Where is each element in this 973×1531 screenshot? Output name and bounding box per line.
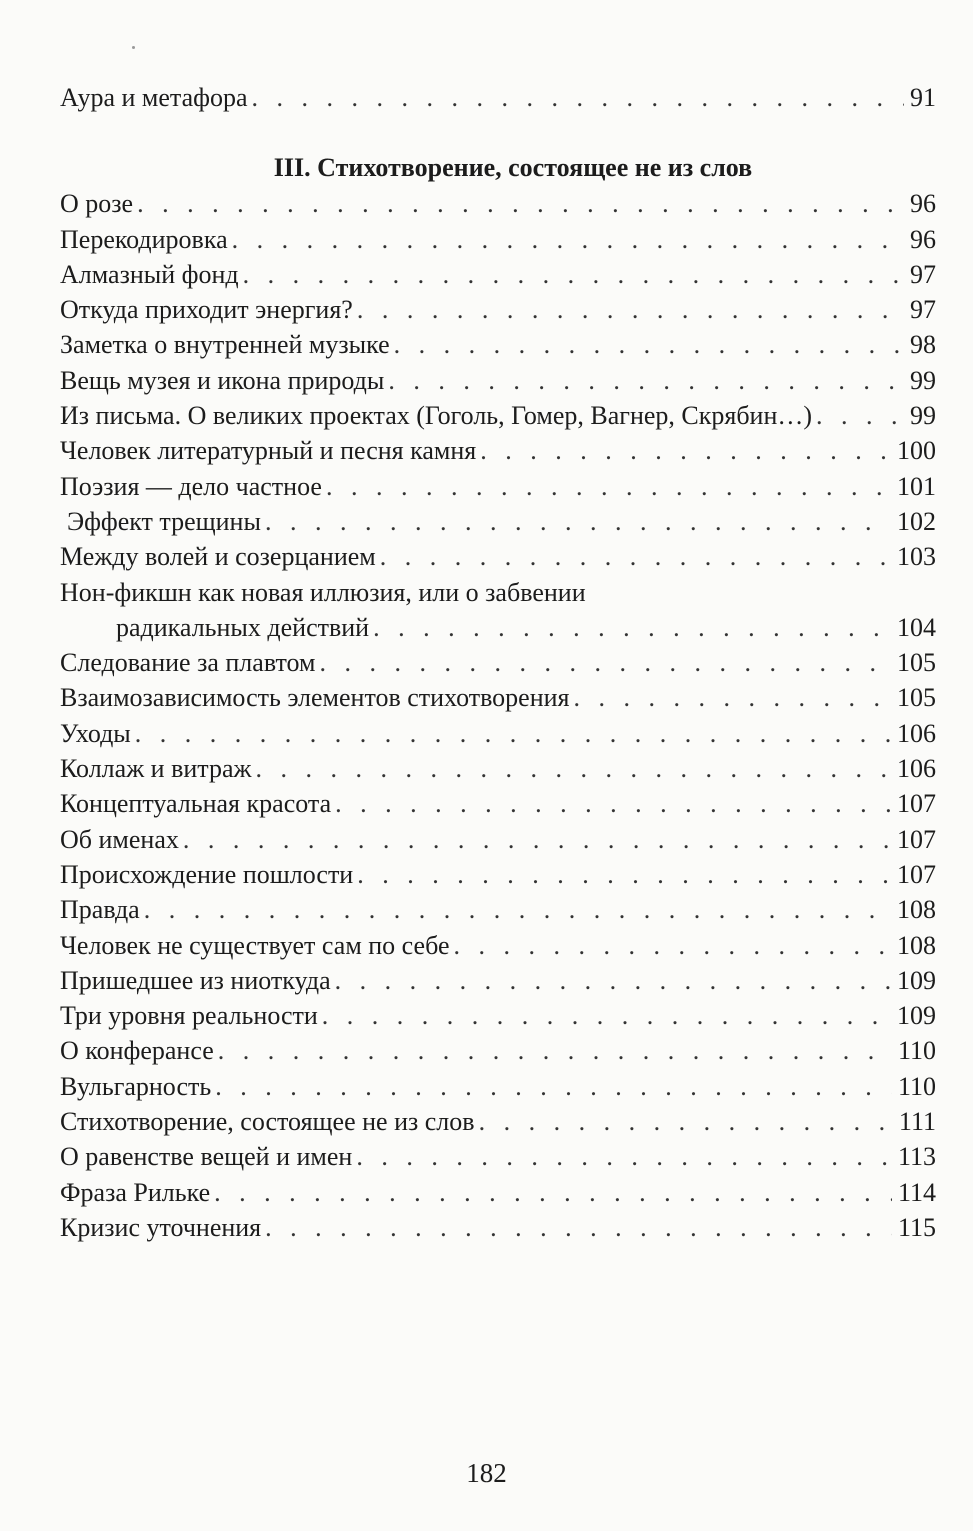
toc-entry-page: 98 xyxy=(910,330,936,360)
toc-entry-title: Следование за плавтом xyxy=(60,648,316,678)
toc-entry-title: Пришедшее из ниоткуда xyxy=(60,965,331,995)
toc-entry-page: 100 xyxy=(897,436,936,466)
toc-entry-title: Происхождение пошлости xyxy=(60,859,354,889)
toc-entry-page: 91 xyxy=(910,83,936,112)
toc-entry-page: 97 xyxy=(910,259,936,289)
dot-leader xyxy=(214,1175,892,1210)
page-number: 182 xyxy=(466,1458,507,1488)
toc-entry[interactable] xyxy=(60,504,936,539)
toc-entry-page: 114 xyxy=(897,1177,936,1207)
dot-leader xyxy=(144,892,891,927)
toc-entry[interactable] xyxy=(60,963,936,998)
dot-leader xyxy=(255,751,891,786)
toc-entry[interactable] xyxy=(60,1069,936,1104)
toc-entry-title: Вульгарность xyxy=(60,1071,212,1101)
toc-entry-title: Об именах xyxy=(60,824,179,854)
dot-leader xyxy=(326,469,891,504)
toc-entry-page: 105 xyxy=(897,683,936,713)
toc-entry[interactable] xyxy=(60,257,936,292)
toc-entry-page: 108 xyxy=(897,930,936,960)
toc-entry-page: 110 xyxy=(897,1036,936,1066)
dot-leader xyxy=(319,645,891,680)
dot-leader xyxy=(357,857,891,892)
dot-leader xyxy=(357,292,904,327)
toc-entry-page: 107 xyxy=(897,789,936,819)
toc-entry[interactable] xyxy=(60,292,936,327)
dot-leader xyxy=(335,786,891,821)
toc-entry-page: 107 xyxy=(897,824,936,854)
dot-leader xyxy=(215,1069,892,1104)
toc-entry-title: Фраза Рильке xyxy=(60,1177,211,1207)
dot-leader xyxy=(373,610,891,645)
toc-entry[interactable] xyxy=(60,680,936,715)
toc-entry[interactable] xyxy=(60,363,936,398)
dot-leader xyxy=(356,1139,892,1174)
toc-entry[interactable] xyxy=(60,1033,936,1068)
toc-entry-page: 108 xyxy=(897,895,936,925)
dot-leader xyxy=(335,963,891,998)
toc-entry[interactable] xyxy=(60,645,936,680)
toc-entry-title: Стихотворение, состоящее не из слов xyxy=(60,1107,475,1137)
toc-entry[interactable] xyxy=(60,928,936,963)
dot-leader xyxy=(232,222,904,257)
toc-entry-title: Аура и метафора xyxy=(60,83,248,112)
dot-leader xyxy=(183,822,891,857)
toc-entry[interactable] xyxy=(60,892,936,927)
toc-entry-title: Человек литературный и песня камня xyxy=(60,436,477,466)
toc-entry-page: 115 xyxy=(897,1212,936,1242)
table-of-contents xyxy=(60,80,936,1245)
dot-leader xyxy=(137,186,904,221)
dot-leader xyxy=(816,398,904,433)
toc-entry[interactable] xyxy=(60,822,936,857)
toc-entry-page: 97 xyxy=(910,295,936,325)
toc-entry[interactable] xyxy=(60,186,936,221)
dot-leader xyxy=(574,680,891,715)
toc-entry-page: 103 xyxy=(897,542,936,572)
toc-entry[interactable] xyxy=(60,469,936,504)
toc-entry-page: 106 xyxy=(897,718,936,748)
toc-entry-title: Алмазный фонд xyxy=(60,259,239,289)
toc-entry[interactable] xyxy=(60,433,936,468)
dot-leader xyxy=(394,327,904,362)
toc-entry[interactable] xyxy=(60,80,936,115)
toc-entry[interactable] xyxy=(60,1210,936,1245)
toc-entry-page: 99 xyxy=(910,365,936,395)
toc-entry[interactable] xyxy=(60,857,936,892)
dot-leader xyxy=(243,257,904,292)
toc-entry-wrapped-line2[interactable] xyxy=(60,610,936,645)
toc-entry-page: 106 xyxy=(897,754,936,784)
toc-entry[interactable] xyxy=(60,1104,936,1139)
toc-entry-title: Эффект трещины xyxy=(67,506,261,536)
toc-entry-title: Концептуальная красота xyxy=(60,789,332,819)
toc-entry-page: 104 xyxy=(897,612,936,642)
dot-leader xyxy=(218,1033,892,1068)
toc-entry-title: Кризис уточнения xyxy=(60,1212,262,1242)
dot-leader xyxy=(380,539,891,574)
dot-leader xyxy=(135,716,891,751)
toc-entry-page: 111 xyxy=(898,1107,936,1137)
toc-entry[interactable] xyxy=(60,998,936,1033)
toc-entry-page: 113 xyxy=(897,1142,936,1172)
toc-entry[interactable] xyxy=(60,786,936,821)
dot-leader xyxy=(388,363,904,398)
toc-entry-title: Правда xyxy=(60,895,140,925)
toc-entry-title: Человек не существует сам по себе xyxy=(60,930,450,960)
toc-entry-title: О конферансе xyxy=(60,1036,214,1066)
toc-entry-title: О равенстве вещей и имен xyxy=(60,1142,353,1172)
toc-entry-title: Коллаж и витраж xyxy=(60,754,252,784)
print-speck xyxy=(132,46,135,49)
toc-entry-page: 96 xyxy=(910,224,936,254)
toc-entry-title: Нон-фикшн как новая иллюзия, или о забвении xyxy=(60,577,586,607)
dot-leader xyxy=(479,1104,893,1139)
toc-entry-page: 101 xyxy=(897,471,936,501)
toc-entry[interactable] xyxy=(60,716,936,751)
toc-entry-title: Три уровня реальности xyxy=(60,1001,318,1031)
toc-entry-page: 109 xyxy=(897,965,936,995)
toc-entry[interactable] xyxy=(60,539,936,574)
toc-entry-page: 99 xyxy=(910,401,936,431)
toc-entry-title: Из письма. О великих проектах (Гоголь, Гомер, Вагнер, Скрябин…) xyxy=(60,401,813,431)
toc-entry[interactable] xyxy=(60,222,936,257)
toc-entry-title: О розе xyxy=(60,189,134,219)
toc-entry-title: Заметка о внутренней музыке xyxy=(60,330,390,360)
dot-leader xyxy=(265,1210,892,1245)
dot-leader xyxy=(480,433,891,468)
toc-entry-title: Вещь музея и икона природы xyxy=(60,365,385,395)
toc-entry-title: Поэзия — дело частное xyxy=(60,471,322,501)
dot-leader xyxy=(322,998,891,1033)
toc-entry-wrapped-line1[interactable] xyxy=(60,575,936,610)
dot-leader xyxy=(252,80,904,115)
toc-entry-page: 96 xyxy=(910,189,936,219)
toc-entry-title: Уходы xyxy=(60,718,131,748)
dot-leader xyxy=(454,928,891,963)
toc-entry-page: 105 xyxy=(897,648,936,678)
toc-entry-title-continued: радикальных действий xyxy=(116,612,370,642)
section-heading: III. Стихотворение, состоящее не из слов xyxy=(273,153,753,183)
toc-entry[interactable] xyxy=(60,751,936,786)
toc-entry-page: 109 xyxy=(897,1001,936,1031)
toc-entry[interactable] xyxy=(60,398,936,433)
toc-entry[interactable] xyxy=(60,327,936,362)
toc-entry-page: 102 xyxy=(897,506,936,536)
toc-entry[interactable] xyxy=(60,1175,936,1210)
dot-leader xyxy=(265,504,891,539)
toc-entry-title: Взаимозависимость элементов стихотворения xyxy=(60,683,570,713)
toc-entry-page: 107 xyxy=(897,859,936,889)
toc-entry-title: Перекодировка xyxy=(60,224,228,254)
toc-entry-title: Между волей и созерцанием xyxy=(60,542,376,572)
toc-entry[interactable] xyxy=(60,1139,936,1174)
toc-entry-page: 110 xyxy=(897,1071,936,1101)
toc-entry-title: Откуда приходит энергия? xyxy=(60,295,353,325)
